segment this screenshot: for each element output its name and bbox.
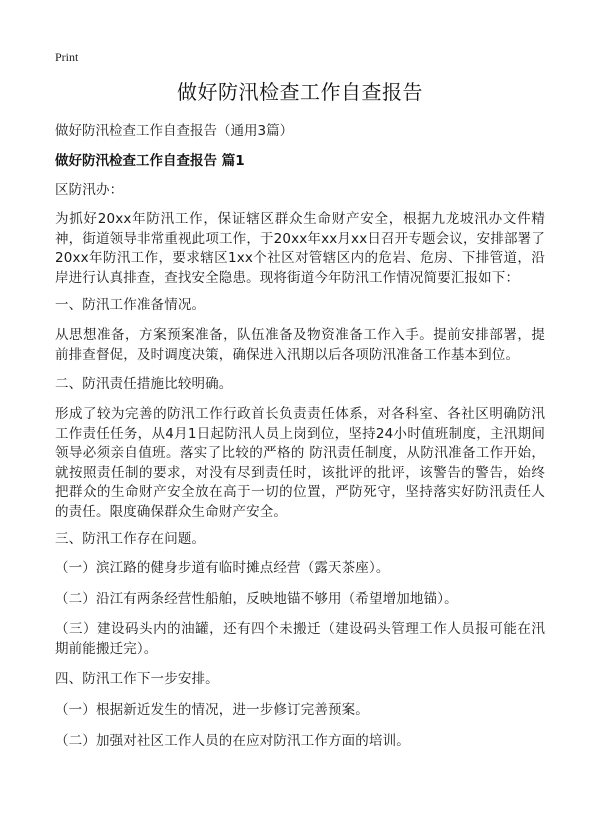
section-heading-4: 四、防汛工作下一步安排。	[55, 671, 219, 687]
section-heading-3: 三、防汛工作存在问题。	[55, 531, 206, 547]
section-paragraph-2: 形成了较为完善的防汛工作行政首长负责责任体系，对各科室、各社区明确防汛工作责任任务，从4月1日起防汛人员上岗到位，坚持24小时值班制度，主汛期间领导必须亲自值班。落实了比较的严格的 防汛责任制度，从防汛准备工作开始，就按照责任制的要求，对没有尽到责任时，该批评的批评，该警告的警告，始终把群众的生命财产安全放在高于一切的位置，严防死守，坚持落实好防汛责任人的责任。限度确保群众生命财产安全。	[55, 406, 545, 520]
list-item: （一）根据新近发生的情况，进一步修订完善预案。	[55, 702, 369, 718]
list-item: （三）建设码头内的油罐，还有四个未搬迁（建设码头管理工作人员报可能在汛期前能搬迁完）。	[55, 621, 545, 657]
list-item: （二）加强对社区工作人员的在应对防汛工作方面的培训。	[55, 733, 410, 749]
document-title: 做好防汛检查工作自查报告	[177, 80, 423, 104]
section-paragraph-1: 从思想准备，方案预案准备，队伍准备及物资准备工作入手。提前安排部署，提前排查督促，及时调度决策，确保进入汛期以后各项防汛准备工作基本到位。	[55, 327, 545, 363]
intro-paragraph: 为抓好20xx年防汛工作，保证辖区群众生命财产安全，根据九龙坡汛办文件精神，街道领导非常重视此项工作，于20xx年xx月xx日召开专题会议，安排部署了20xx年防汛工作，要求辖区1xx个社区对管辖区内的危岩、危房、下排管道，沿岸进行认真排查，查找安全隐患。现将街道今年防汛工作情况简要汇报如下：	[55, 211, 545, 286]
part-heading: 做好防汛检查工作自查报告 篇1	[55, 153, 245, 169]
document-subtitle: 做好防汛检查工作自查报告（通用3篇）	[55, 123, 294, 139]
print-label[interactable]: Print	[55, 50, 79, 64]
list-item: （二）沿江有两条经营性船舶，反映地锚不够用（希望增加地锚）。	[55, 591, 458, 607]
salutation: 区防汛办：	[55, 182, 124, 198]
section-heading-1: 一、防汛工作准备情况。	[55, 297, 206, 313]
list-item: （一）滨江路的健身步道有临时摊点经营（露天茶座）。	[55, 560, 390, 576]
section-heading-2: 二、防汛责任措施比较明确。	[55, 376, 233, 392]
